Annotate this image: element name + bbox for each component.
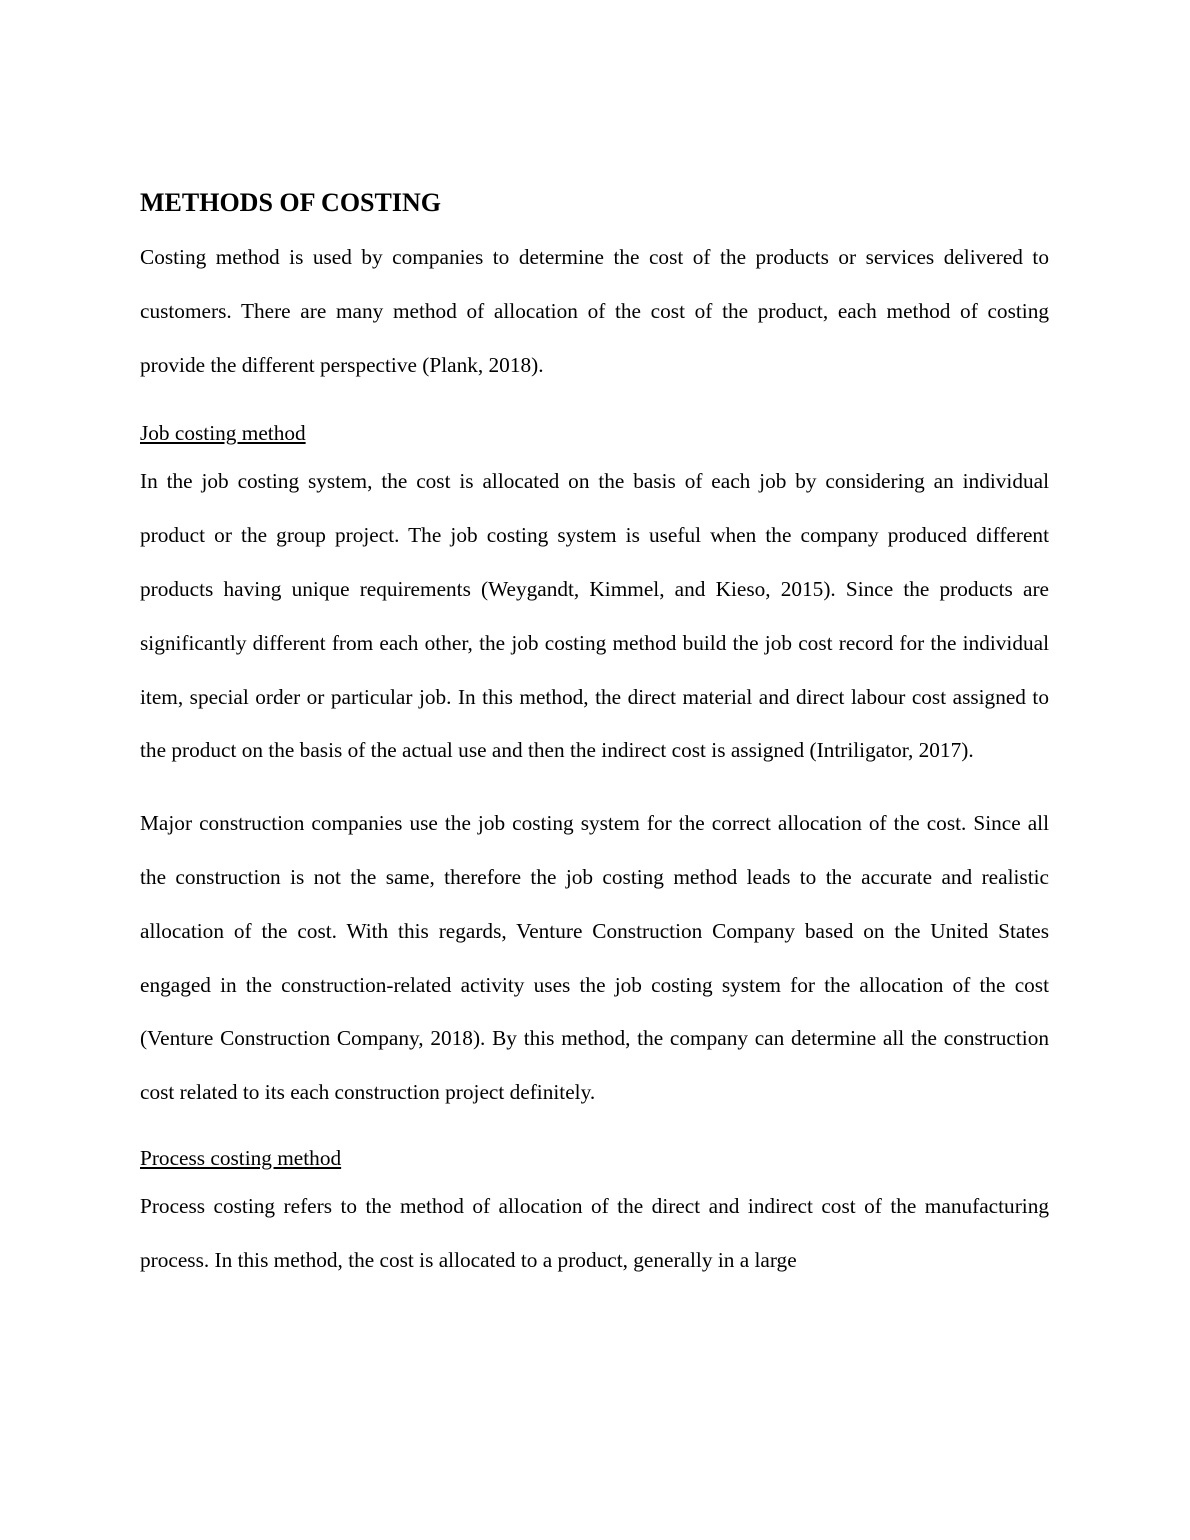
intro-paragraph: Costing method is used by companies to determine the cost of the products or services delivered to customers. There are many method of allocation of the cost of the product, each method of costing provide the different perspective (Plank, 2018). bbox=[140, 245, 1049, 377]
job-costing-paragraph-2: Major construction companies use the job costing system for the correct allocation of the cost. Since all the construction is not the same, therefore the job costing method leads to the accurate and realistic allocation of the cost. With this regards, Venture Construction Company based on the United States engaged in the construction-related activity uses the job costing system for the allocation of the cost (Venture Construction Company, 2018). By this method, the company can determine all the construction cost related to its each construction project definitely. bbox=[140, 811, 1049, 1105]
section-heading-job-costing: Job costing method bbox=[140, 421, 306, 446]
document-title: METHODS OF COSTING bbox=[140, 188, 441, 217]
job-costing-paragraph-1: In the job costing system, the cost is allocated on the basis of each job by considering an individual product or the group project. The job costing system is useful when the company produced different products having unique requirements (Weygandt, Kimmel, and Kieso, 2015). Since the products are significantly different from each other, the job costing method build the job cost record for the individual item, special order or particular job. In this method, the direct material and direct labour cost assigned to the product on the basis of the actual use and then the indirect cost is assigned (Intriligator, 2017). bbox=[140, 469, 1049, 763]
section-heading-process-costing: Process costing method bbox=[140, 1145, 342, 1170]
document-body bbox=[140, 185, 1049, 1288]
process-costing-paragraph-1: Process costing refers to the method of allocation of the direct and indirect cost of the manufacturing process. In this method, the cost is allocated to a product, generally in a large bbox=[140, 1193, 1049, 1272]
